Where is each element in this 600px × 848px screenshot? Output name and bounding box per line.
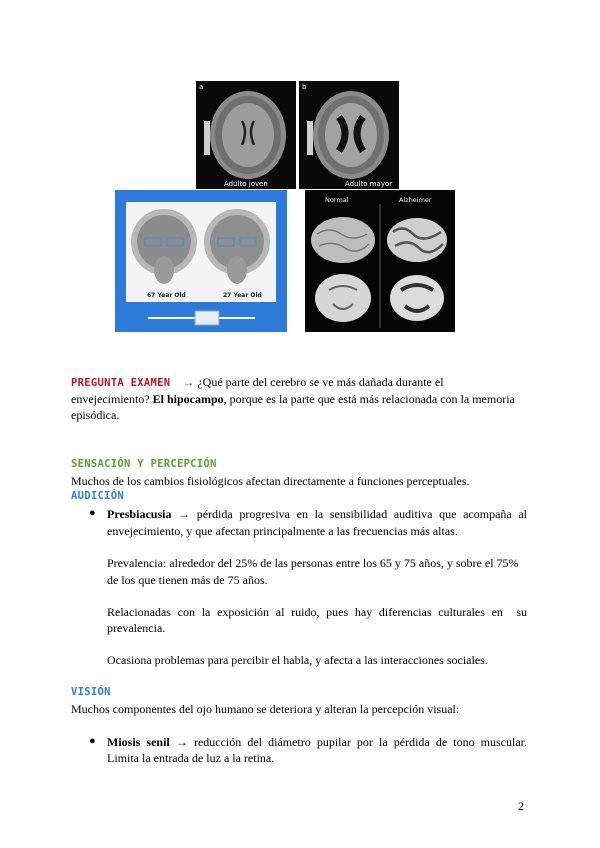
panel-letter-a: a [199,83,204,91]
panel-letter-b: b [302,83,307,91]
presbiacusia-arrow: → [178,507,191,521]
exam-line2-end: , porque es la parte que está más relacionada con la memoria [223,392,515,406]
prevalencia-line1: Prevalencia: alrededor del 25% de las personas entre los 65 y 75 años, y sobre el 75% [107,556,519,570]
mri-a-caption: Adulto joven [224,180,268,188]
section-vision-intro: Muchos componentes del ojo humano se deteriora y alteran la percepción visual: [71,702,460,716]
presbiacusia-line1 [107,506,527,523]
brain-age-comparison-image [115,190,287,332]
exam-line2-start: envejecimiento? [71,392,150,406]
exam-question-label: PREGUNTA EXAMEN [71,377,171,389]
exam-answer: El hipocampo [152,392,224,406]
noise-line2: prevalencia. [107,621,166,635]
alzheimer-label: Alzheimer [399,196,432,204]
mri-older-adult-image [299,81,399,189]
mri-b-caption: Adulto mayor [345,180,393,188]
exam-arrow: → [182,375,195,389]
section-sensation-title: SENSACIÓN Y PERCEPCIÓN [71,458,217,470]
miosis-arrow: → [175,735,188,749]
speech-line: Ocasiona problemas para percibir el habla, y afecta a las interacciones sociales. [107,653,488,667]
alzheimer-comparison-image [305,190,455,332]
page-number: 2 [518,799,524,813]
noise-line1: Relacionadas con la exposición al ruido, pues hay diferencias culturales en su [107,605,527,619]
section-audicion-title: AUDICIÓN [71,490,124,502]
exam-question-line1 [71,374,444,392]
exam-question-line3: episódica. [71,408,120,422]
miosis-line2: Limita la entrada de luz a la retina. [107,751,275,765]
miosis-def1: reducción del diámetro pupilar por la pérdida de tono muscular. [193,735,528,749]
section-vision-title: VISIÓN [71,686,111,698]
miosis-line1 [107,734,527,751]
bullet-presbiacusia: ● [89,507,96,519]
mri-young-adult-image [196,81,296,189]
compare-right-label: 27 Year Old [223,292,262,299]
section-sensation-intro: Muchos de los cambios fisiológicos afectan directamente a funciones perceptuales. [71,474,470,488]
presbiacusia-def1: pérdida progresiva en la sensibilidad auditiva que acompaña al [196,507,528,521]
exam-question-text: ¿Qué parte del cerebro se ve más dañada durante el [197,375,444,389]
presbiacusia-line2: envejecimiento, y que afectan principalmente a las frecuencias más altas. [107,524,458,538]
bullet-miosis: ● [89,735,96,747]
prevalencia-line2: de los que tienen más de 75 años. [107,573,268,587]
compare-left-label: 67 Year Old [147,292,186,299]
exam-question-line2 [71,391,515,408]
normal-label: Normal [325,196,349,204]
miosis-term: Miosis senil [107,735,170,749]
presbiacusia-term: Presbiacusia [107,507,172,521]
